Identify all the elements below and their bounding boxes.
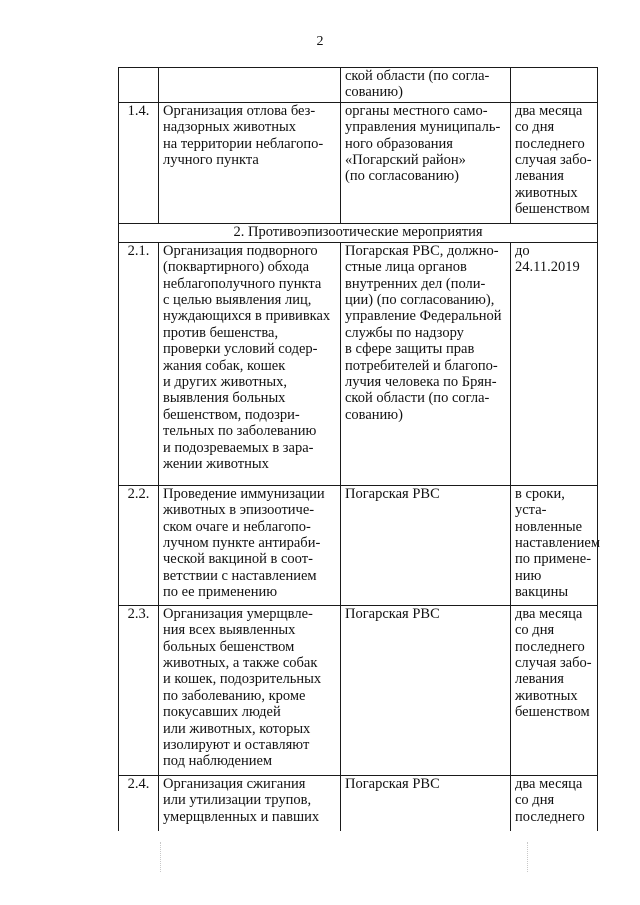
activity-cell: Проведение иммунизации животных в эпизоотиче- ском очаге и неблагопо- лучном пункте антираби- ческой вакциной в соот- ветствии с наставлением по ее применению xyxy=(159,485,341,605)
row-number xyxy=(119,68,159,103)
activity-cell xyxy=(159,68,341,103)
deadline-cell: до 24.11.2019 xyxy=(511,242,598,485)
section-row xyxy=(119,223,598,242)
executor-cell: Погарская РВС, должно- стные лица органов внутренних дел (поли- ции) (по согласованию), управление Федеральной службы по надзору в сфере защиты прав потребителей и благопо- лучия человека по Брян- ской области (по согла- сованию) xyxy=(341,242,511,485)
page-number: 2 xyxy=(316,34,324,49)
deadline-cell: два месяца со дня последнего xyxy=(511,775,598,831)
deadline-cell: два месяца со дня последнего случая забо- левания животных бешенством xyxy=(511,605,598,775)
table-row-carryover xyxy=(119,68,598,103)
table-row-1-4 xyxy=(119,102,598,223)
activity-cell: Организация умерщвле- ния всех выявленных больных бешенством животных, а также собак и кошек, подозрительных по заболеванию, кроме покусавших людей или животных, которых изолируют и оставляют под наблюдением xyxy=(159,605,341,775)
deadline-cell xyxy=(511,68,598,103)
scan-artifact xyxy=(160,842,162,872)
scan-artifact xyxy=(527,842,529,872)
executor-cell: Погарская РВС xyxy=(341,485,511,605)
deadline-cell: два месяца со дня последнего случая забо- левания животных бешенством xyxy=(511,102,598,223)
executor-cell: ской области (по согла- сованию) xyxy=(341,68,511,103)
section-title: 2. Противоэпизоотические мероприятия xyxy=(119,223,598,242)
row-number: 2.4. xyxy=(119,775,159,831)
table-row-2-3 xyxy=(119,605,598,775)
executor-cell: Погарская РВС xyxy=(341,775,511,831)
table-row-2-1 xyxy=(119,242,598,485)
row-number: 2.2. xyxy=(119,485,159,605)
activity-cell: Организация подворного (поквартирного) обхода неблагополучного пункта с целью выявления лиц, нуждающихся в прививках против бешенства, проверки условий содер- жания собак, кошек и других животных, выявления больных бешенством, подозри- тельных по заболеванию и подозреваемых в зара- жении животных xyxy=(159,242,341,485)
deadline-cell: в сроки, уста- новленные наставлением по примене- нию вакцины xyxy=(511,485,598,605)
measures-table xyxy=(118,67,601,831)
table-row-2-2 xyxy=(119,485,598,605)
activity-cell: Организация сжигания или утилизации трупов, умерщвленных и павших xyxy=(159,775,341,831)
executor-cell: Погарская РВС xyxy=(341,605,511,775)
row-number: 1.4. xyxy=(119,102,159,223)
row-number: 2.1. xyxy=(119,242,159,485)
table-row-2-4 xyxy=(119,775,598,831)
executor-cell: органы местного само- управления муниципаль- ного образования «Погарский район» (по согласованию) xyxy=(341,102,511,223)
row-number: 2.3. xyxy=(119,605,159,775)
activity-cell: Организация отлова без- надзорных животных на территории неблагопо- лучного пункта xyxy=(159,102,341,223)
